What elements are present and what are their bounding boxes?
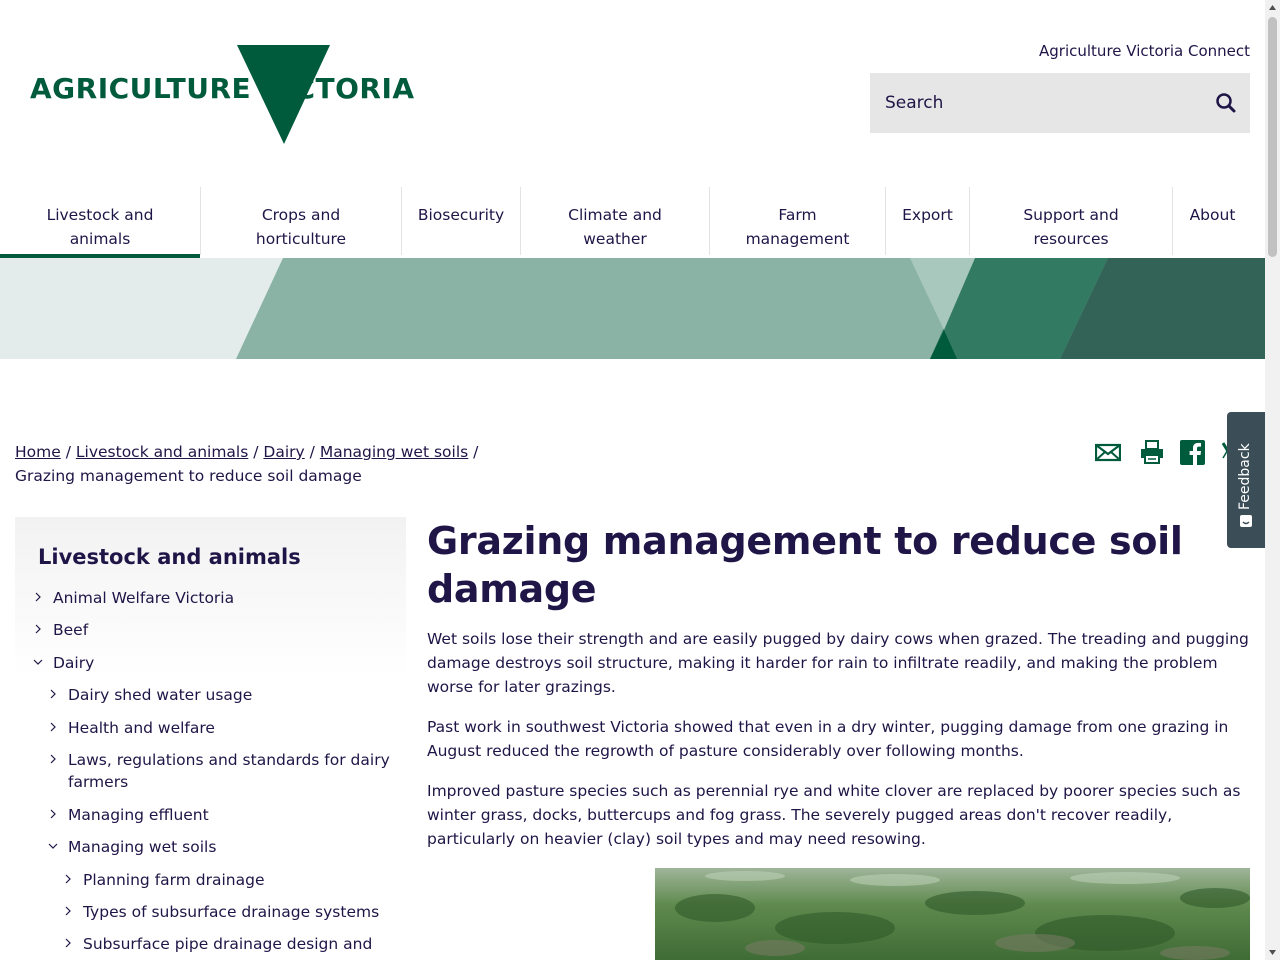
nav-crops-and-horticulture[interactable] [200,187,401,255]
breadcrumb [15,440,535,488]
nav-label-line2: weather [583,230,647,248]
feedback-label: Feedback [1237,443,1253,510]
nav-label-line2: resources [1033,230,1109,248]
sidebar-navigation [15,517,406,960]
logo-text: AGRICULTURE VICTORIA [30,72,415,105]
chevron-right-icon [48,722,58,732]
nav-climate-and-weather[interactable] [520,187,709,255]
agriculture-victoria-logo[interactable] [30,44,415,146]
search-icon[interactable] [1214,91,1238,115]
chevron-down-icon [33,657,43,667]
breadcrumb-current: Grazing management to reduce soil damage [15,467,362,485]
breadcrumb-separator: / [253,443,259,461]
sidebar-item-subsurface-pipe-drainage[interactable] [83,933,372,955]
chevron-right-icon [33,624,43,634]
sidebar-item-label: Animal Welfare Victoria [53,589,235,607]
nav-label-line2: animals [69,230,131,248]
nav-label-line2: management [745,230,850,248]
chevron-right-icon [63,938,73,948]
sidebar-item-label: Subsurface pipe drainage design and [83,935,373,953]
sidebar-item-label: Laws, regulations and standards for dairy [68,751,390,769]
nav-label-line1: Crops and [261,206,341,224]
breadcrumb-livestock-and-animals[interactable]: Livestock and animals [75,443,249,461]
scroll-up-arrow-icon[interactable] [1265,0,1280,15]
nav-export[interactable] [885,187,969,255]
nav-biosecurity[interactable] [401,187,520,255]
decorative-banner [0,258,1265,359]
page-title: Grazing management to reduce soil damage [427,519,1183,611]
sidebar-item-label: Managing effluent [68,806,209,824]
sidebar-item-beef[interactable] [53,619,88,641]
body-paragraph: Improved pasture species such as perennial rye and white clover are replaced by poorer species such as winter grass, docks, buttercups and fog grass. The severely pugged areas don't recover readily, particularly on heavier (clay) soil types and may need resowing. [427,782,1241,848]
nav-farm-management[interactable] [709,187,885,255]
main-content [427,517,1250,851]
nav-support-and-resources[interactable] [969,187,1172,255]
sidebar-item-label: Dairy shed water usage [68,686,253,704]
search-box [870,73,1250,133]
sidebar-item-animal-welfare-victoria[interactable] [53,587,234,609]
breadcrumb-managing-wet-soils[interactable]: Managing wet soils [319,443,469,461]
chevron-right-icon [48,809,58,819]
pasture-photo [655,868,1250,960]
nav-label-line1: Farm [778,206,817,224]
sidebar-item-label: Health and welfare [68,719,215,737]
sidebar-item-label-continued: farmers [68,773,129,791]
sidebar-item-label: Planning farm drainage [83,871,265,889]
sidebar-item-label: Dairy [53,654,95,672]
breadcrumb-separator: / [473,443,479,461]
nav-label-line1: About [1189,206,1236,224]
breadcrumb-home[interactable]: Home [15,443,61,461]
scroll-down-arrow-icon[interactable] [1265,945,1280,960]
chevron-right-icon [33,592,43,602]
sidebar-item-managing-wet-soils[interactable] [68,836,216,858]
feedback-tab[interactable] [1227,412,1265,548]
sidebar-item-label: Managing wet soils [68,838,217,856]
sidebar-item-dairy-shed-water-usage[interactable] [68,684,252,706]
print-icon[interactable] [1140,438,1164,466]
breadcrumb-separator: / [309,443,315,461]
body-paragraph: Wet soils lose their strength and are easily pugged by dairy cows when grazed. The treading and pugging damage destroys soil structure, making it harder for rain to infiltrate readily, and making the problem worse for later grazings. [427,630,1249,696]
facebook-icon[interactable] [1180,438,1205,466]
chevron-down-icon [48,841,58,851]
nav-label-line2: horticulture [255,230,347,248]
sidebar-item-planning-farm-drainage[interactable] [83,869,265,891]
body-paragraph: Past work in southwest Victoria showed that even in a dry winter, pugging damage from one grazing in August reduced the regrowth of pasture considerably over following months. [427,718,1229,760]
sidebar-title: Livestock and animals [38,545,301,569]
chevron-right-icon [63,906,73,916]
main-navigation [0,187,1265,258]
sidebar-item-label: Types of subsurface drainage systems [83,903,380,921]
nav-label-line1: Export [902,206,953,224]
search-input[interactable] [870,73,1200,133]
scrollbar-thumb[interactable] [1268,17,1277,257]
breadcrumb-dairy[interactable]: Dairy [263,443,305,461]
breadcrumb-separator: / [65,443,71,461]
sidebar-item-health-and-welfare[interactable] [68,717,215,739]
sidebar-item-laws-regulations[interactable] [68,749,403,793]
sidebar-item-types-of-subsurface-drainage[interactable] [83,901,379,923]
nav-label-line1: Climate and [568,206,662,224]
vertical-scrollbar[interactable] [1265,0,1280,960]
chevron-right-icon [48,689,58,699]
chevron-right-icon [48,754,58,764]
nav-label-line1: Livestock and [46,206,154,224]
feedback-icon [1239,514,1253,528]
chevron-right-icon [63,874,73,884]
sidebar-item-managing-effluent[interactable] [68,804,209,826]
agriculture-victoria-connect-link[interactable]: Agriculture Victoria Connect [1039,42,1250,60]
email-share-icon[interactable] [1095,438,1121,466]
sidebar-item-dairy[interactable] [53,652,94,674]
nav-label-line1: Support and [1023,206,1119,224]
sidebar-item-label: Beef [53,621,89,639]
nav-livestock-and-animals[interactable] [0,187,200,258]
nav-label-line1: Biosecurity [417,206,505,224]
nav-about[interactable] [1172,187,1252,255]
